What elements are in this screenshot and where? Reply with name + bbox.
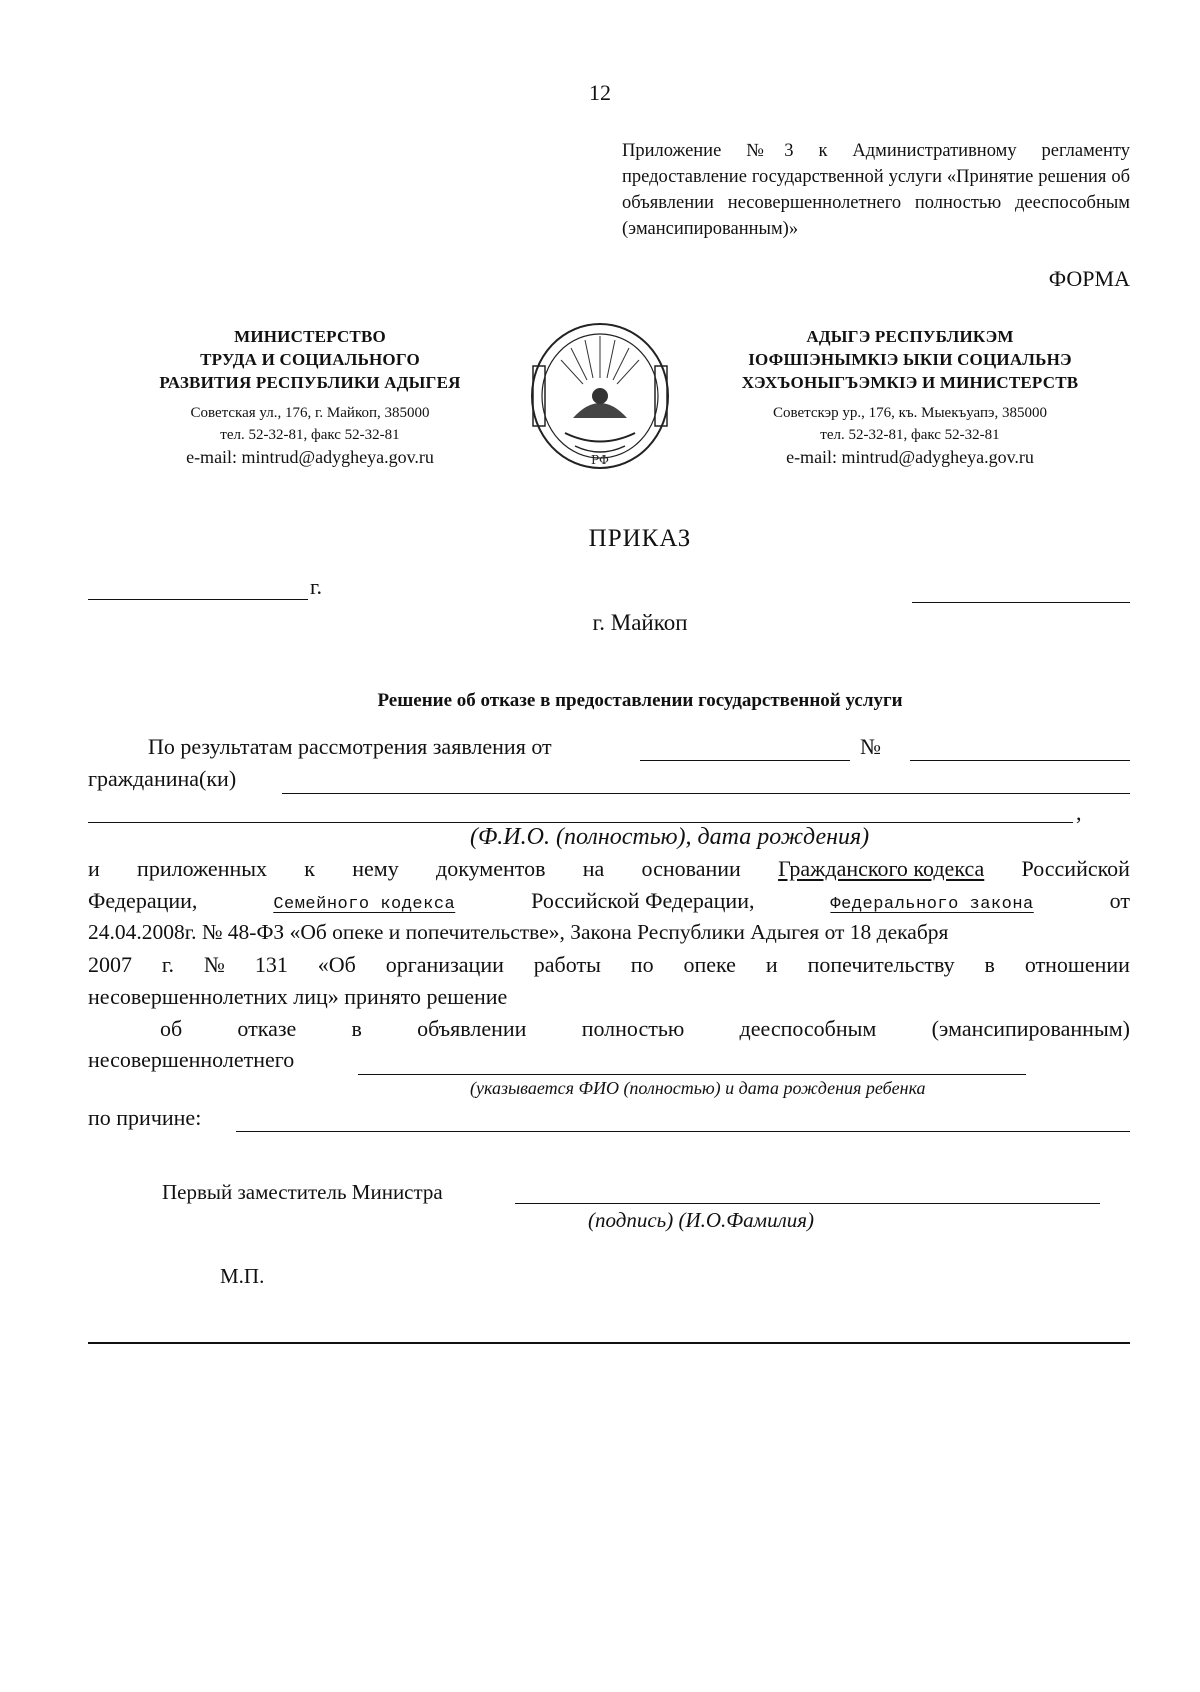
city-name: г. Майкоп xyxy=(592,610,688,635)
application-number-field[interactable] xyxy=(910,760,1130,761)
ministry-email: e-mail: mintrud@adygheya.gov.ru xyxy=(186,447,434,467)
decision-subject: Решение об отказе в предоставлении государственной услуги xyxy=(377,690,903,711)
word: Российской xyxy=(1021,856,1130,881)
word: попечительству xyxy=(807,952,955,977)
footer-divider xyxy=(88,1342,1130,1344)
paragraph-line-3: 24.04.2008г. № 48-ФЗ «Об опеке и попечительстве», Закона Республики Адыгея от 18 декабря xyxy=(88,920,949,944)
citizen-name-field-cont[interactable] xyxy=(88,822,1073,823)
signature-field[interactable] xyxy=(515,1203,1100,1204)
application-review-text: По результатам рассмотрения заявления от xyxy=(148,734,552,759)
word: дееспособным xyxy=(739,1016,877,1041)
ministry-name-line2: ТРУДА И СОЦИАЛЬНОГО xyxy=(200,350,420,369)
word: в xyxy=(351,1016,362,1041)
stamp-place: М.П. xyxy=(220,1264,265,1288)
word: отношении xyxy=(1024,952,1130,977)
word: г. xyxy=(161,952,174,977)
form-label: ФОРМА xyxy=(1048,266,1130,291)
signer-position: Первый заместитель Министра xyxy=(162,1180,443,1204)
civil-code-link[interactable]: Гражданского кодекса xyxy=(778,856,985,881)
citizen-label: гражданина(ки) xyxy=(88,766,237,791)
page-number: 12 xyxy=(589,80,611,105)
word: 131 xyxy=(254,952,288,977)
family-code-link[interactable]: Семейного кодекса xyxy=(273,895,456,914)
paragraph-line-1 xyxy=(88,856,1130,882)
word: и xyxy=(88,856,100,881)
appendix-note: Приложение №3 к Административному регламенту предоставление государственной услуги «Принятие решения об объявлении несовершеннолетнего полностью дееспособным (эмансипированным)» xyxy=(622,141,1130,239)
word: на xyxy=(582,856,605,881)
ministry-name-line3: РАЗВИТИЯ РЕСПУБЛИКИ АДЫГЕЯ xyxy=(159,373,461,392)
word: объявлении xyxy=(417,1016,527,1041)
citizen-name-field[interactable] xyxy=(282,793,1130,794)
word: об xyxy=(160,1016,183,1041)
word: Федерации, xyxy=(88,888,198,913)
word: к xyxy=(304,856,315,881)
word: 2007 xyxy=(88,952,132,977)
republic-emblem-seal xyxy=(525,318,675,473)
minor-name-field[interactable] xyxy=(358,1074,1026,1075)
word: организации xyxy=(385,952,504,977)
word: «Об xyxy=(317,952,356,977)
ministry-email-ady: e-mail: mintrud@adygheya.gov.ru xyxy=(786,447,1034,467)
ministry-header-ru xyxy=(120,325,500,468)
ministry-phone: тел. 52-32-81, факс 52-32-81 xyxy=(220,427,400,443)
order-date-field[interactable] xyxy=(88,599,308,600)
order-number-field[interactable] xyxy=(912,602,1130,603)
word: документов xyxy=(436,856,546,881)
word: отказе xyxy=(237,1016,297,1041)
ministry-address-ady: Советскэр ур., 176, къ. Мыекъуапэ, 385000 xyxy=(773,405,1047,421)
federal-law-link[interactable]: Федерального закона xyxy=(830,895,1034,914)
word: от xyxy=(1109,888,1130,913)
minor-label: несовершеннолетнего xyxy=(88,1047,295,1072)
paragraph-line-4 xyxy=(88,952,1130,978)
ministry-header-ady xyxy=(690,325,1130,468)
word: работы xyxy=(533,952,601,977)
ministry-phone-ady: тел. 52-32-81, факс 52-32-81 xyxy=(820,427,1000,443)
ministry-name-ady-line1: АДЫГЭ РЕСПУБЛИКЭМ xyxy=(806,327,1014,346)
reason-label: по причине: xyxy=(88,1105,202,1130)
document-title: ПРИКАЗ xyxy=(588,525,692,552)
fio-hint: (Ф.И.О. (полностью), дата рождения) xyxy=(470,824,870,850)
ministry-address: Советская ул., 176, г. Майкоп, 385000 xyxy=(190,405,430,421)
ministry-name-ady-line2: IОФШIЭНЫМКIЭ ЫКIИ СОЦИАЛЬНЭ xyxy=(748,350,1072,369)
word: в xyxy=(984,952,995,977)
emblem-letters: РФ xyxy=(590,453,610,467)
reason-field[interactable] xyxy=(236,1131,1130,1132)
word: основании xyxy=(641,856,741,881)
paragraph-line-5: несовершеннолетних лиц» принято решение xyxy=(88,984,508,1009)
comma: , xyxy=(1076,800,1082,825)
word: полностью xyxy=(581,1016,685,1041)
word: приложенных xyxy=(137,856,268,881)
ministry-name-line1: МИНИСТЕРСТВО xyxy=(234,327,386,346)
child-hint: (указывается ФИО (полностью) и дата рождения ребенка xyxy=(470,1078,926,1098)
paragraph-line-2 xyxy=(88,888,1130,914)
word: и xyxy=(765,952,778,977)
word: № xyxy=(203,952,225,977)
word: опеке xyxy=(683,952,736,977)
word: (эмансипированным) xyxy=(931,1016,1130,1041)
application-number-sign: № xyxy=(860,734,881,759)
word: по xyxy=(630,952,654,977)
word: нему xyxy=(352,856,399,881)
paragraph-line-6 xyxy=(160,1016,1130,1042)
ministry-name-ady-line3: ХЭХЪОНЫГЪЭМКIЭ И МИНИСТЕРСТВ xyxy=(741,373,1079,392)
application-date-field[interactable] xyxy=(640,760,850,761)
word: Российской Федерации, xyxy=(531,888,755,913)
date-suffix: г. xyxy=(310,574,323,599)
signature-hint: (подпись) (И.О.Фамилия) xyxy=(588,1208,814,1232)
